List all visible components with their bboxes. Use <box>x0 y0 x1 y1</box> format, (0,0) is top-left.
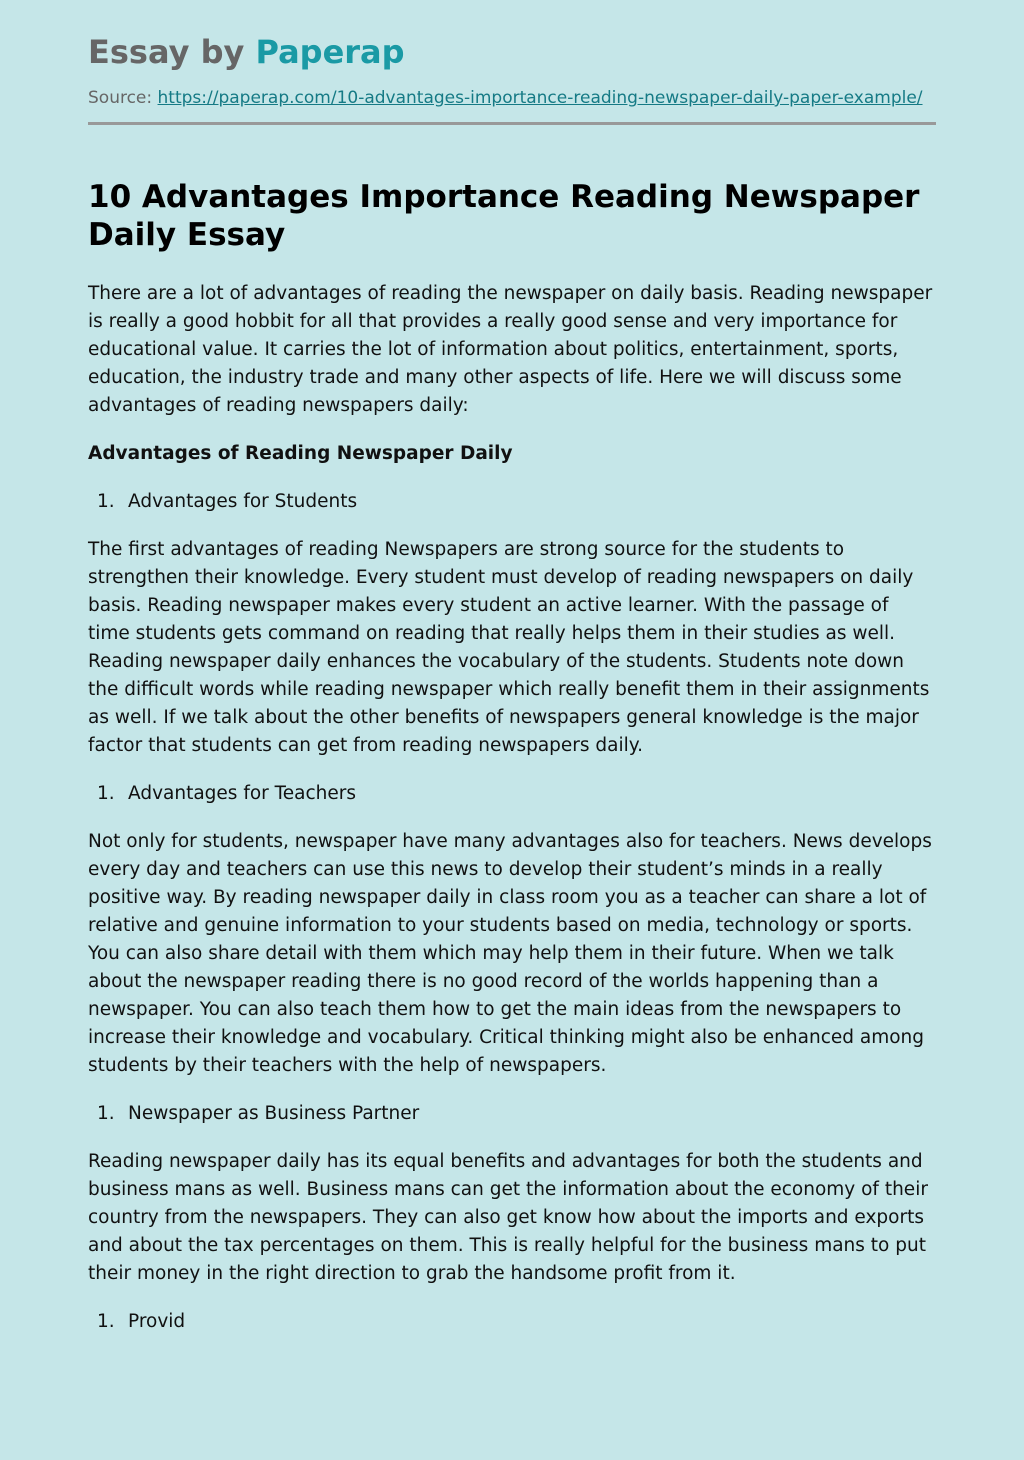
list-item-business <box>88 1100 936 1128</box>
list-item-label: Newspaper as Business Partner <box>128 1103 420 1124</box>
brand-name: Paperap <box>255 33 405 71</box>
list-number: 1. <box>97 1311 115 1332</box>
source-link[interactable]: https://paperap.com/10-advantages-importance-reading-newspaper-daily-paper-example/ <box>157 88 923 108</box>
source-label: Source: <box>88 88 158 108</box>
section-subheading: Advantages of Reading Newspaper Daily <box>88 443 513 464</box>
source-line <box>88 88 936 109</box>
list-item-label: Provid <box>128 1311 186 1332</box>
list-item-label: Advantages for Students <box>128 491 358 512</box>
list-item-truncated <box>88 1308 936 1336</box>
teachers-paragraph: Not only for students, newspaper have many advantages also for teachers. News develops every day and teachers can use this news to develop their student’s minds in a really positive way. By reading newspaper daily in class room you as a teacher can share a lot of relative and genuine information to your students based on media, technology or sports. You can also share detail with them which may help them in their future. When we talk about the newspaper reading there is no good record of the worlds happening than a newspaper. You can also teach them how to get the main ideas from the newspapers to increase their knowledge and vocabulary. Critical thinking might also be enhanced among students by their teachers with the help of newspapers. <box>88 831 932 1076</box>
students-paragraph: The first advantages of reading Newspapers are strong source for the students to strengthen their knowledge. Every student must develop of reading newspapers on daily basis. Reading newspaper makes every student an active learner. With the passage of time students gets command on reading that really helps them in their studies as well. Reading newspaper daily enhances the vocabulary of the students. Students note down the difficult words while reading newspaper which really benefit them in their assignments as well. If we talk about the other benefits of newspapers general knowledge is the major factor that students can get from reading newspapers daily. <box>88 539 930 756</box>
list-item-teachers <box>88 780 936 808</box>
list-number: 1. <box>97 1103 115 1124</box>
list-item-students <box>88 488 936 516</box>
site-brand[interactable] <box>88 0 936 74</box>
intro-paragraph: There are a lot of advantages of reading the newspaper on daily basis. Reading newspaper is really a good hobbit for all that provides a really good sense and very importance for educational value. It carries the lot of information about politics, entertainment, sports, education, the industry trade and many other aspects of life. Here we will discuss some advantages of reading newspapers daily: <box>88 283 933 416</box>
essay-title: 10 Advantages Importance Reading Newspaper Daily Essay <box>88 179 920 253</box>
list-number: 1. <box>97 491 115 512</box>
business-paragraph: Reading newspaper daily has its equal benefits and advantages for both the students and business mans as well. Business mans can get the information about the economy of their country from the newspapers. They can also get know how about the imports and exports and about the tax percentages on them. This is really helpful for the business mans to put their money in the right direction to grab the handsome profit from it. <box>88 1151 928 1284</box>
list-number: 1. <box>97 783 115 804</box>
brand-prefix: Essay by <box>88 33 256 71</box>
list-item-label: Advantages for Teachers <box>128 783 357 804</box>
header-divider <box>88 122 936 125</box>
